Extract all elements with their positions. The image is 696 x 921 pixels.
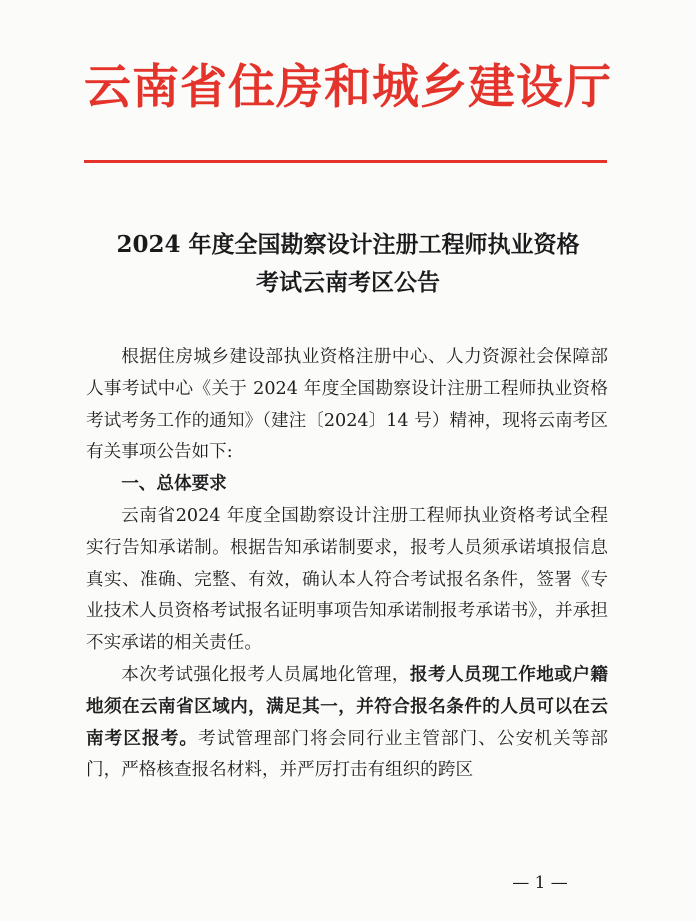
red-header-rule [84, 160, 607, 163]
title-line-2: 考试云南考区公告 [256, 269, 440, 296]
localization-text-end: 考试管理部门将会同行业主管部门、公安机关等部门，严格核查报名材料，并严厉打击有组织的跨区 [86, 728, 608, 781]
localization-text-start: 本次考试强化报考人员属地化管理， [121, 664, 410, 685]
localization-paragraph [86, 660, 608, 787]
page-number: — 1 — [512, 873, 568, 893]
localization-text-emphasis: 报考人员现工作地或户籍地须在云南省区域内，满足其一，并符合报名条件的人员可以在云南考区报考。 [86, 664, 608, 749]
intro-paragraph: 根据住房城乡建设部执业资格注册中心、人力资源社会保障部人事考试中心《关于 2024 年度全国勘察设计注册工程师执业资格考试考务工作的通知》（建注〔2024〕14 号）精神，现将云南考区有关事项公告如下: [86, 347, 608, 463]
title-line-1: 2024 年度全国勘察设计注册工程师执业资格 [116, 231, 580, 258]
document-title [0, 226, 696, 302]
commitment-paragraph: 云南省2024 年度全国勘察设计注册工程师执业资格考试全程实行告知承诺制。根据告知承诺制要求，报考人员须承诺填报信息真实、准确、完整、有效，确认本人符合考试报名条件，签署《专业技术人员资格考试报名证明事项告知承诺制报考承诺书》，并承担不实承诺的相关责任。 [86, 505, 608, 654]
document-body [86, 342, 608, 787]
section-heading-general-requirements: 一、总体要求 [121, 474, 227, 495]
issuing-organization-header: 云南省住房和城乡建设厅 [84, 60, 612, 115]
